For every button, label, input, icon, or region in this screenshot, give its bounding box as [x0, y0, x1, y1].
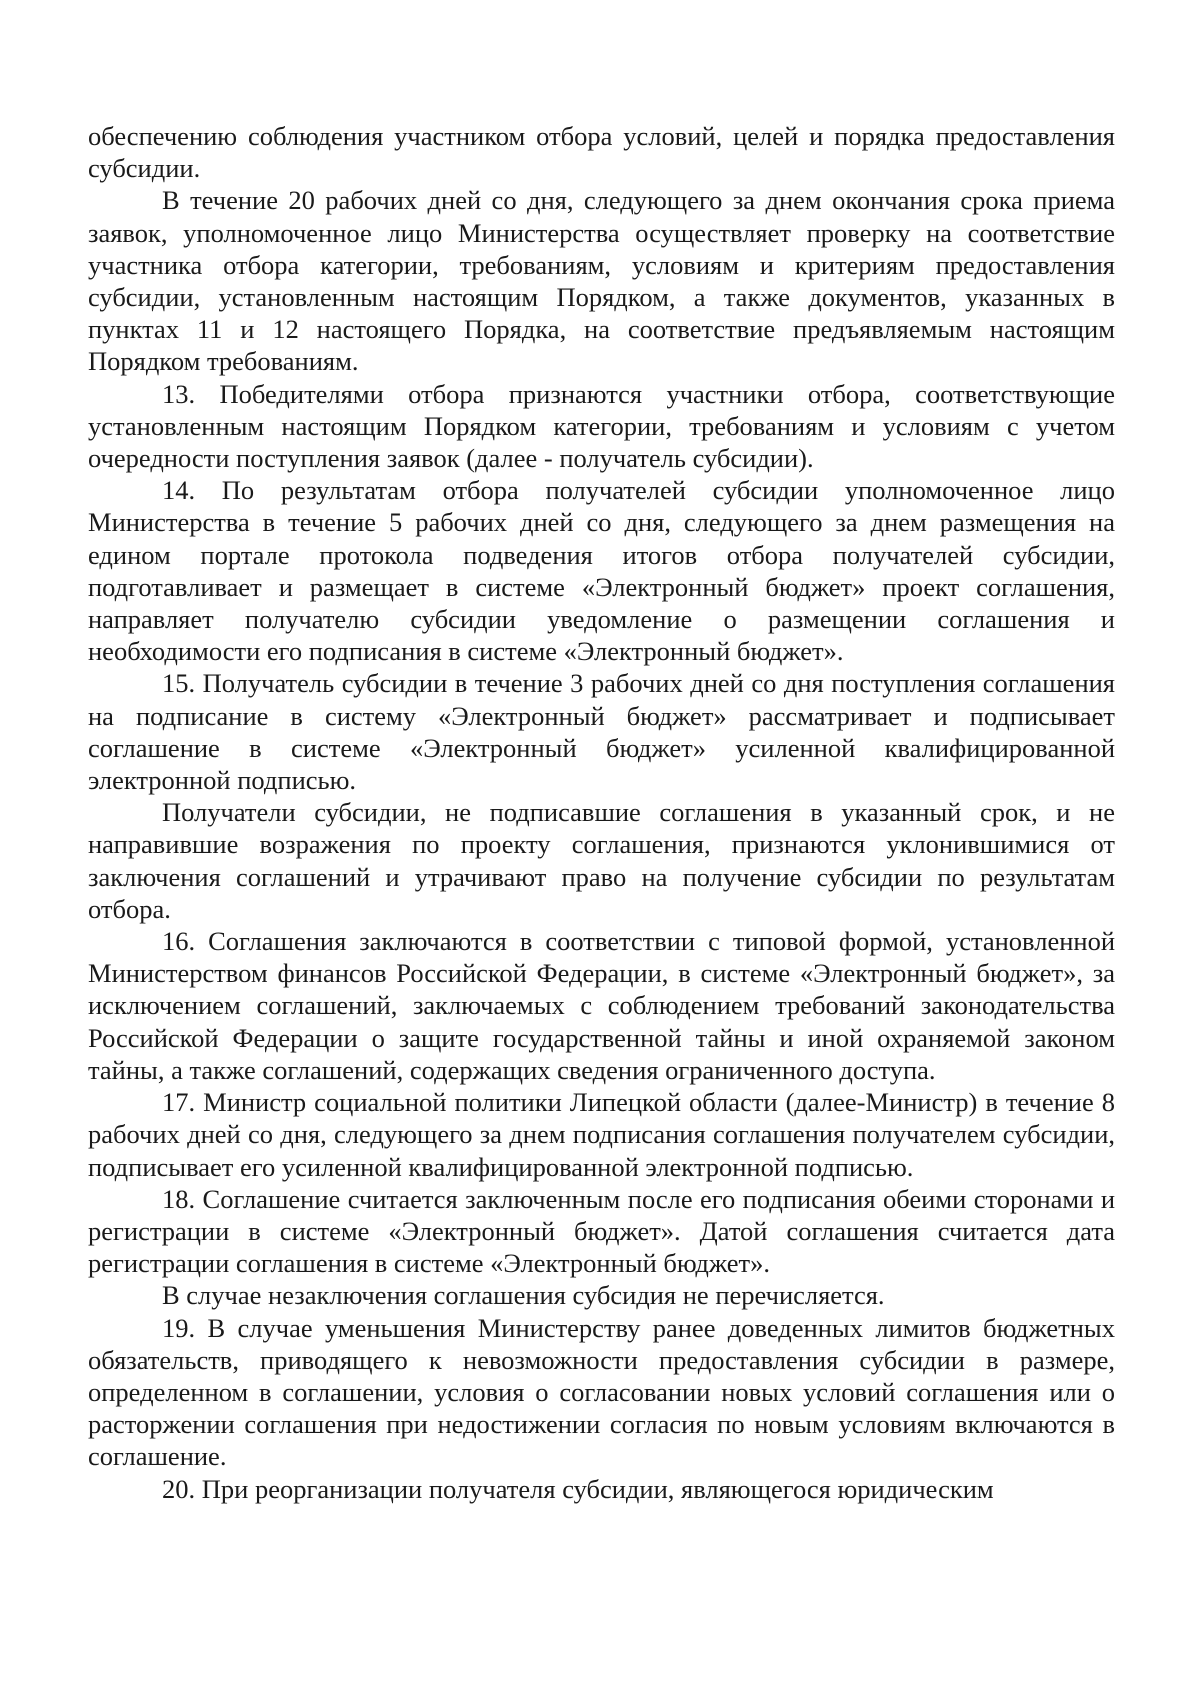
paragraph-15: 15. Получатель субсидии в течение 3 рабочих дней со дня поступления соглашения на подписание в систему «Электронный бюджет» рассматривает и подписывает соглашение в системе «Электронный бюджет» усиленной квалифицированной электронной подписью.: [88, 668, 1115, 796]
paragraph-18: 18. Соглашение считается заключенным после его подписания обеими сторонами и регистрации в системе «Электронный бюджет». Датой соглашения считается дата регистрации соглашения в системе «Электронный бюджет».: [88, 1183, 1115, 1279]
paragraph-16: 16. Соглашения заключаются в соответствии с типовой формой, установленной Министерством финансов Российской Федерации, в системе «Электронный бюджет», за исключением соглашений, заключаемых с соблюдением требований законодательства Российской Федерации о защите государственной тайны и иной охраняемой законом тайны, а также соглашений, содержащих сведения ограниченного доступа.: [88, 926, 1115, 1085]
document-page: [88, 120, 1115, 1620]
paragraph-14: 14. По результатам отбора получателей субсидии уполномоченное лицо Министерства в течение 5 рабочих дней со дня, следующего за днем размещения на едином портале протокола подведения итогов отбора получателей субсидии, подготавливает и размещает в системе «Электронный бюджет» проект соглашения, направляет получателю субсидии уведомление о размещении соглашения и необходимости его подписания в системе «Электронный бюджет».: [88, 475, 1115, 667]
paragraph-review-period: В течение 20 рабочих дней со дня, следующего за днем окончания срока приема заявок, уполномоченное лицо Министерства осуществляет проверку на соответствие участника отбора категории, требованиям, условиям и критериям предоставления субсидии, установленным настоящим Порядком, а также документов, указанных в пунктах 11 и 12 настоящего Порядка, на соответствие предъявляемым настоящим Порядком требованиям.: [88, 185, 1115, 377]
paragraph-continuation: обеспечению соблюдения участником отбора условий, целей и порядка предоставления субсидии.: [88, 121, 1115, 184]
paragraph-15-refusal: Получатели субсидии, не подписавшие соглашения в указанный срок, и не направившие возражения по проекту соглашения, признаются уклонившимися от заключения соглашений и утрачивают право на получение субсидии по результатам отбора.: [88, 797, 1115, 924]
paragraph-19: 19. В случае уменьшения Министерству ранее доведенных лимитов бюджетных обязательств, приводящего к невозможности предоставления субсидии в размере, определенном в соглашении, условия о согласовании новых условий соглашения или о расторжении соглашения при недостижении согласия по новым условиям включаются в соглашение.: [88, 1312, 1115, 1472]
paragraph-18-nonconclusion: В случае незаключения соглашения субсидия не перечисляется.: [162, 1280, 885, 1311]
paragraph-17: 17. Министр социальной политики Липецкой области (далее-Министр) в течение 8 рабочих дней со дня, следующего за днем подписания соглашения получателем субсидии, подписывает его усиленной квалифицированной электронной подписью.: [88, 1087, 1115, 1182]
paragraph-20: 20. При реорганизации получателя субсидии, являющегося юридическим: [162, 1473, 994, 1504]
paragraph-13: 13. Победителями отбора признаются участники отбора, соответствующие установленным настоящим Порядком категории, требованиям и условиям с учетом очередности поступления заявок (далее - получатель субсидии).: [88, 378, 1115, 474]
